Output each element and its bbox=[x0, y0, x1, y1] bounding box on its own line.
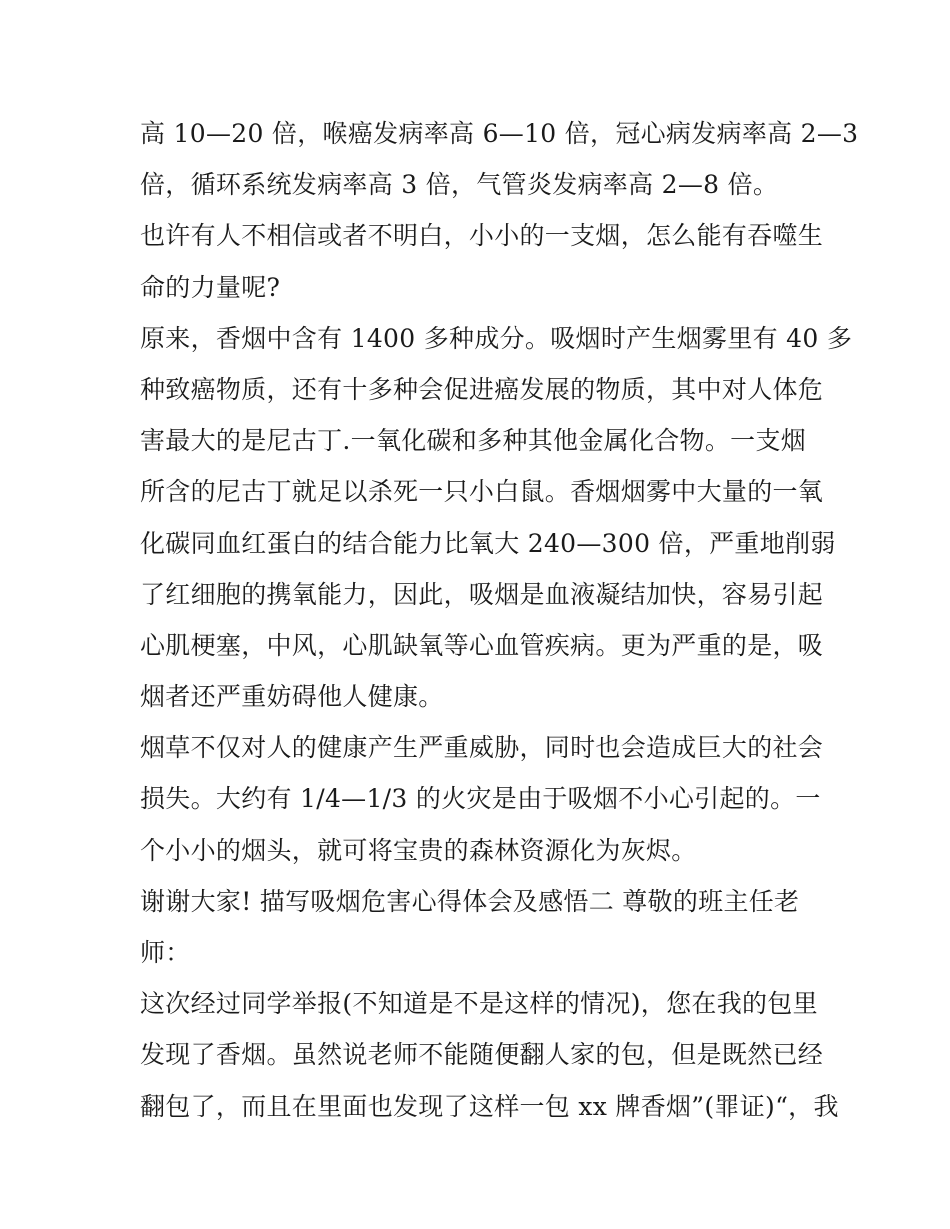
text-line: 原来，香烟中含有 1400 多种成分。吸烟时产生烟雾里有 40 多 bbox=[140, 323, 853, 353]
text-line: 高 10—20 倍，喉癌发病率高 6—10 倍，冠心病发病率高 2—3 bbox=[140, 119, 859, 148]
text-line: 谢谢大家! 描写吸烟危害心得体会及感悟二 尊敬的班主任老 bbox=[140, 886, 800, 916]
document-body bbox=[140, 108, 859, 1132]
text-line: 烟者还严重妨碍他人健康。 bbox=[140, 682, 444, 712]
text-line: 个小小的烟头，就可将宝贵的森林资源化为灰烬。 bbox=[140, 835, 697, 865]
text-line: 了红细胞的携氧能力，因此，吸烟是血液凝结加快，容易引起 bbox=[140, 579, 824, 609]
text-line: 烟草不仅对人的健康产生严重威胁，同时也会造成巨大的社会 bbox=[140, 733, 824, 763]
text-line: 心肌梗塞，中风，心肌缺氧等心血管疾病。更为严重的是，吸 bbox=[140, 630, 824, 660]
text-line: 所含的尼古丁就足以杀死一只小白鼠。香烟烟雾中大量的一氧 bbox=[140, 477, 824, 507]
text-line: 损失。大约有 1/4—1/3 的火灾是由于吸烟不小心引起的。一 bbox=[140, 784, 821, 814]
text-line: 命的力量呢? bbox=[140, 272, 281, 302]
text-line: 害最大的是尼古丁.一氧化碳和多种其他金属化合物。一支烟 bbox=[140, 426, 807, 456]
text-line: 也许有人不相信或者不明白，小小的一支烟，怎么能有吞噬生 bbox=[140, 221, 824, 251]
text-line: 发现了香烟。虽然说老师不能随便翻人家的包，但是既然已经 bbox=[140, 1040, 824, 1070]
text-line: 化碳同血红蛋白的结合能力比氧大 240—300 倍，严重地削弱 bbox=[140, 528, 836, 558]
text-line: 师： bbox=[140, 938, 191, 967]
text-line: 种致癌物质，还有十多种会促进癌发展的物质，其中对人体危 bbox=[140, 374, 824, 404]
text-line: 这次经过同学举报(不知道是不是这样的情况)，您在我的包里 bbox=[140, 989, 818, 1019]
text-line: 翻包了，而且在里面也发现了这样一包 xx 牌香烟”(罪证)“，我 bbox=[140, 1091, 839, 1121]
text-line: 倍，循环系统发病率高 3 倍，气管炎发病率高 2—8 倍。 bbox=[140, 170, 779, 200]
